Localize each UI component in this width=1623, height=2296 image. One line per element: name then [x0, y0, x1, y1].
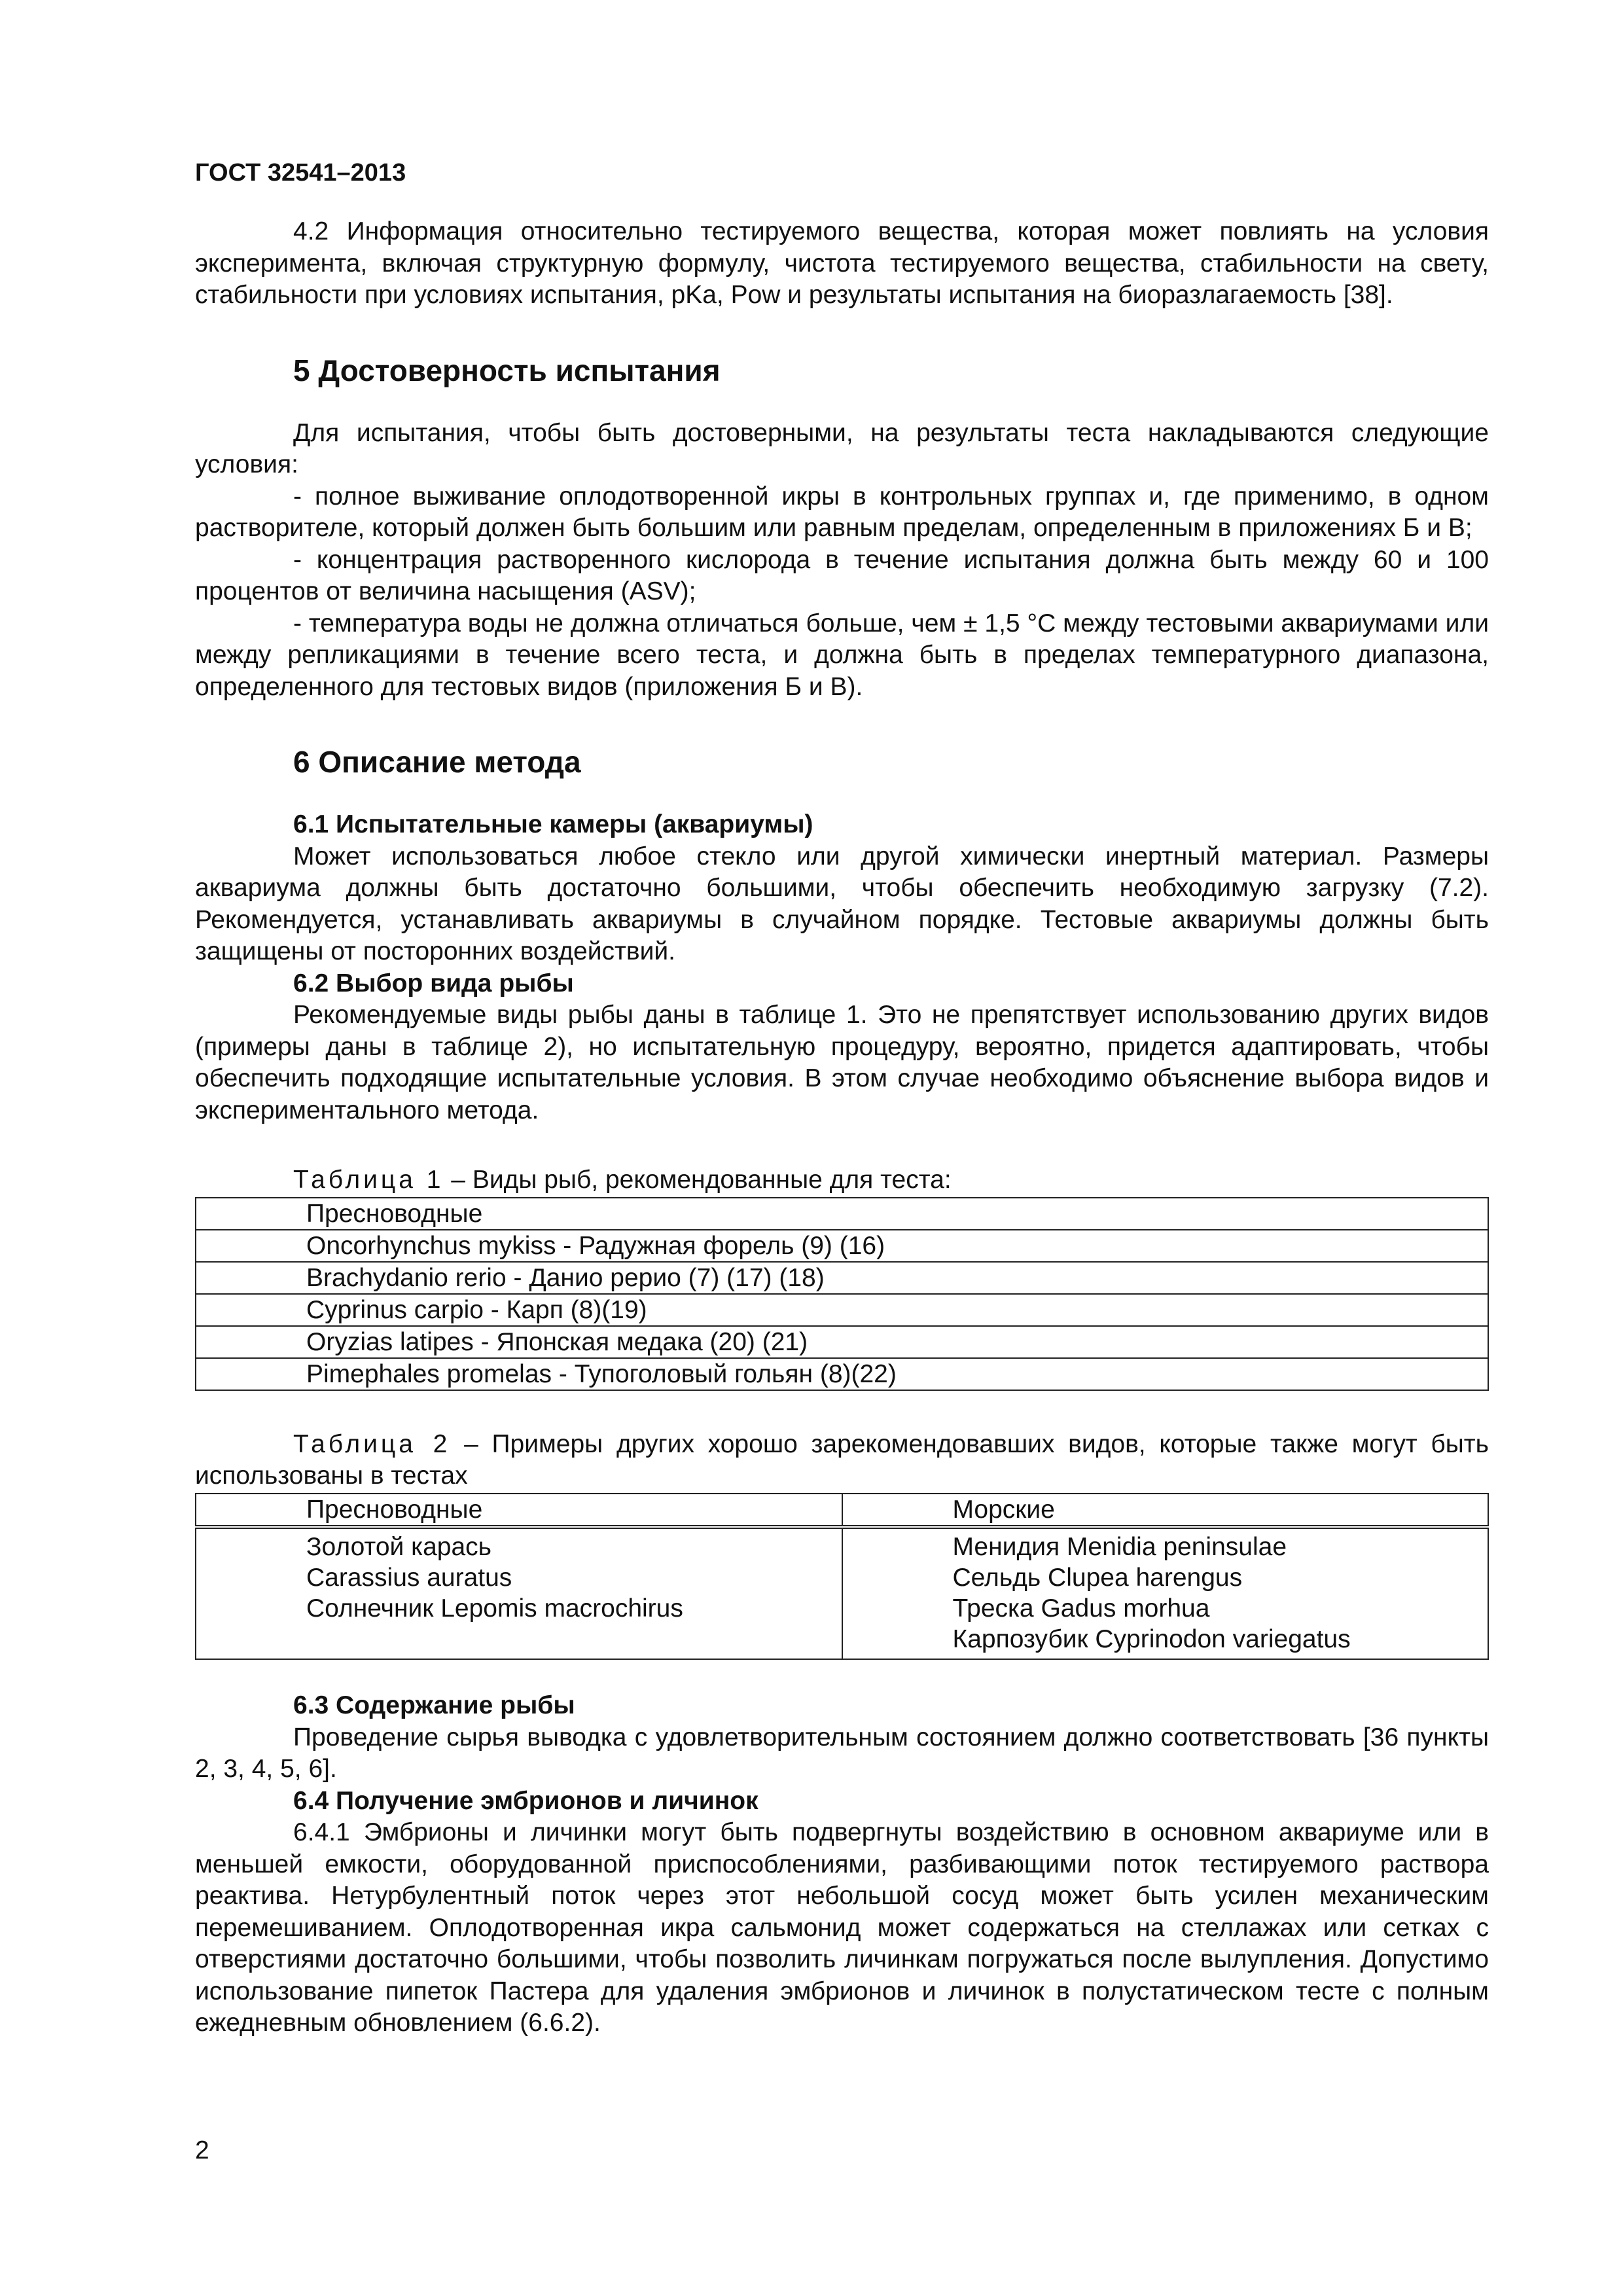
table-1-caption-text: – Виды рыб, рекомендованные для теста: [444, 1166, 952, 1194]
section-5-p3: - концентрация растворенного кислорода в течение испытания должна быть между 60 и 100 процентов от величина насыщения (ASV); [195, 545, 1489, 605]
table-cell: Oryzias latipes - Японская медака (20) (21) [196, 1326, 1488, 1358]
intro-paragraph: 4.2 Информация относительно тестируемого вещества, которая может повлиять на условия эксперимента, включая структурную формулу, чистота тестируемого вещества, стабильности на свету, стабильности при условиях испытания, pKa, Pow и результаты испытания на биоразлагаемость [38]. [195, 217, 1489, 309]
table-cell: Cyprinus carpio - Карп (8)(19) [196, 1294, 1488, 1326]
subsection-6-3-body [195, 1722, 1489, 1785]
subsection-6-3-title: 6.3 Содержание рыбы [293, 1691, 575, 1719]
subsection-6-1-body [195, 841, 1489, 968]
table-2-caption-text: – Примеры других хорошо зарекомендовавших видов, которые также могут быть использованы в тестах [195, 1430, 1489, 1490]
subsection-6-2-text: Рекомендуемые виды рыбы даны в таблице 1. Это не препятствует использованию других видов (примеры даны в таблице 2), но испытательную процедуру, вероятно, придется адаптировать, чтобы обеспечить подходящие испытательные условия. В этом случае необходимо объяснение выбора видов и экспериментального метода. [195, 1001, 1489, 1124]
subsection-6-4-title: 6.4 Получение эмбрионов и личинок [293, 1786, 758, 1815]
section-5-title: 5 Достоверность испытания [293, 353, 721, 387]
list-item: Треска Gadus morhua [952, 1594, 1210, 1623]
table-2-header-marine: Морские [842, 1494, 1489, 1527]
table-1-caption [195, 1164, 1489, 1196]
table-2 [195, 1493, 1489, 1660]
page-number: 2 [195, 2136, 209, 2164]
table-2-caption [195, 1429, 1489, 1492]
subsection-6-3-text: Проведение сырья выводка с удовлетворительным состоянием должно соответствовать [36 пункты 2, 3, 4, 5, 6]. [195, 1723, 1489, 1783]
subsection-6-4-body [195, 1817, 1489, 2039]
subsection-6-1-title: 6.1 Испытательные камеры (аквариумы) [293, 810, 813, 838]
table-cell: Brachydanio rerio - Данио рерио (7) (17) (18) [196, 1262, 1488, 1294]
table-2-freshwater-cell [196, 1527, 842, 1659]
subsection-6-1-text: Может использоваться любое стекло или другой химически инертный материал. Размеры аквариума должны быть достаточно большими, чтобы обеспечить необходимую загрузку (7.2). Рекомендуется, устанавливать аквариумы в случайном порядке. Тестовые аквариумы должны быть защищены от посторонних воздействий. [195, 842, 1489, 965]
table-row [196, 1262, 1488, 1294]
list-item: Сельдь Clupea harengus [952, 1564, 1243, 1592]
list-item: Золотой карась [306, 1533, 491, 1561]
table-1 [195, 1197, 1489, 1391]
section-5-body [195, 418, 1489, 704]
list-item: Carassius auratus [306, 1564, 512, 1592]
table-2-marine-cell [842, 1527, 1489, 1659]
list-item: Солнечник Lepomis macrochirus [306, 1594, 683, 1623]
table-cell: Oncorhynchus mykiss - Радужная форель (9) (16) [196, 1230, 1488, 1262]
section-5-p2: - полное выживание оплодотворенной икры в контрольных группах и, где применимо, в одном растворителе, который должен быть большим или равным пределам, определенным в приложениях Б и В; [195, 482, 1489, 542]
table-1-caption-label: Таблица 1 [293, 1166, 444, 1194]
table-row [196, 1230, 1488, 1262]
list-item: Карпозубик Cyprinodon variegatus [952, 1625, 1351, 1653]
table-cell: Pimephales promelas - Тупоголовый гольян (8)(22) [196, 1358, 1488, 1390]
table-2-body-row [196, 1527, 1488, 1659]
section-5-p4: - температура воды не должна отличаться больше, чем ± 1,5 °С между тестовыми аквариумами или между репликациями в течение всего теста, и должна быть в пределах температурного диапазона, определенного для тестовых видов (приложения Б и В). [195, 609, 1489, 701]
section-6-title: 6 Описание метода [293, 745, 581, 779]
subsection-6-2-title: 6.2 Выбор вида рыбы [293, 969, 574, 997]
table-row [196, 1198, 1488, 1230]
intro-block [195, 216, 1489, 312]
table-row [196, 1294, 1488, 1326]
subsection-6-2-body [195, 999, 1489, 1126]
table-cell: Пресноводные [196, 1198, 1488, 1230]
document-header: ГОСТ 32541–2013 [195, 159, 406, 187]
subsection-6-4-text: 6.4.1 Эмбрионы и личинки могут быть подвергнуты воздействию в основном аквариуме или в меньшей емкости, оборудованной приспособлениями, разбивающими поток тестируемого раствора реактива. Нетурбулентный поток через этот небольшой сосуд может быть усилен механическим перемешиванием. Оплодотворенная икра сальмонид может содержаться на стеллажах или сетках с отверстиями достаточно большими, чтобы позволить личинкам погружаться после вылупления. Допустимо использование пипеток Пастера для удаления эмбрионов и личинок в полустатическом тесте с полным ежедневным обновлением (6.6.2). [195, 1818, 1489, 2037]
table-2-caption-label: Таблица 2 [293, 1430, 451, 1458]
table-row [196, 1358, 1488, 1390]
table-2-header-row [196, 1494, 1488, 1527]
list-item: Менидия Menidia peninsulae [952, 1533, 1287, 1561]
section-5-p1: Для испытания, чтобы быть достоверными, на результаты теста накладываются следующие условия: [195, 418, 1489, 478]
table-2-header-freshwater: Пресноводные [196, 1494, 842, 1527]
table-row [196, 1326, 1488, 1358]
